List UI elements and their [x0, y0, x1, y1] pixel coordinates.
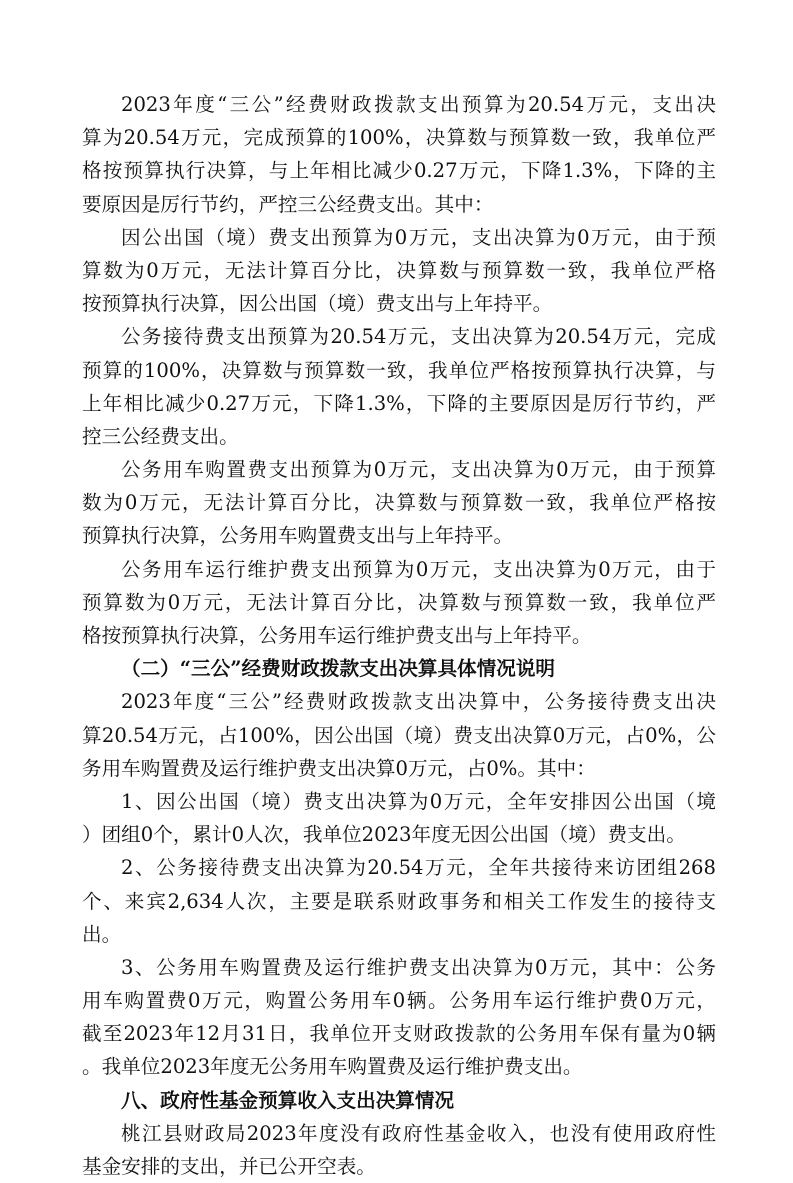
text-line: 个、来宾2,634人次，主要是联系财政事务和相关工作发生的接待支	[82, 889, 716, 913]
text-line: 2023年度“三公”经费财政拨款支出预算为20.54万元，支出决	[121, 93, 716, 116]
section-heading	[82, 1084, 716, 1117]
text-line: 公务接待费支出预算为20.54万元，支出决算为20.54万元，完成	[121, 325, 716, 349]
text-line: 截至2023年12月31日，我单位开支财政拨款的公务用车保有量为0辆	[82, 1022, 716, 1046]
text-line: 格按预算执行决算，与上年相比减少0.27万元，下降1.3%，下降的主	[82, 159, 716, 183]
paragraph	[82, 88, 716, 221]
paragraph	[82, 851, 716, 951]
text-line: 桃江县财政局2023年度没有政府性基金收入，也没有使用政府性	[121, 1121, 716, 1145]
text-line: 数为0万元，无法计算百分比，决算数与预算数一致，我单位严格按	[82, 491, 716, 515]
paragraph	[82, 785, 716, 851]
text-line: 算为20.54万元，完成预算的100%，决算数与预算数一致，我单位严	[82, 126, 716, 150]
text-line: 2023年度“三公”经费财政拨款支出决算中，公务接待费支出决	[121, 690, 716, 714]
text-line: 基金安排的支出，并已公开空表。	[82, 1155, 376, 1178]
paragraph	[82, 453, 716, 553]
paragraph	[82, 951, 716, 1084]
text-line: 上年相比减少0.27万元，下降1.3%，下降的主要原因是厉行节约，严	[82, 391, 716, 415]
text-line: 算20.54万元，占100%，因公出国（境）费支出决算0万元，占0%，公	[82, 723, 716, 747]
text-line: 按预算执行决算，因公出国（境）费支出与上年持平。	[82, 292, 553, 316]
text-line: 1、因公出国（境）费支出决算为0万元，全年安排因公出国（境	[121, 789, 716, 813]
text-line: 用车购置费0万元，购置公务用车0辆。公务用车运行维护费0万元，	[82, 989, 716, 1013]
text-line: 格按预算执行决算，公务用车运行维护费支出与上年持平。	[82, 624, 592, 647]
text-line: （二）“三公”经费财政拨款支出决算具体情况说明	[121, 657, 556, 681]
text-line: 预算数为0万元，无法计算百分比，决算数与预算数一致，我单位严	[82, 590, 716, 614]
paragraph	[82, 320, 716, 453]
text-line: 公务用车运行维护费支出预算为0万元，支出决算为0万元，由于	[121, 557, 716, 581]
text-line: 要原因是厉行节约，严控三公经费支出。其中：	[82, 192, 494, 216]
paragraph	[82, 1117, 716, 1183]
text-line: 因公出国（境）费支出预算为0万元，支出决算为0万元，由于预	[121, 225, 716, 249]
text-line: 2、公务接待费支出决算为20.54万元，全年共接待来访团组268	[121, 856, 716, 880]
document-body	[82, 88, 716, 1183]
text-line: ）团组0个，累计0人次，我单位2023年度无因公出国（境）费支出。	[82, 823, 686, 847]
text-line: 预算的100%，决算数与预算数一致，我单位严格按预算执行决算，与	[82, 358, 716, 382]
paragraph	[82, 685, 716, 785]
text-line: 出。	[82, 922, 122, 946]
text-line: 公务用车购置费支出预算为0万元，支出决算为0万元，由于预算	[121, 458, 716, 482]
text-line: 算数为0万元，无法计算百分比，决算数与预算数一致，我单位严格	[82, 258, 716, 282]
paragraph	[82, 221, 716, 321]
text-line: 预算执行决算，公务用车购置费支出与上年持平。	[82, 524, 514, 548]
text-line: 务用车购置费及运行维护费支出决算0万元，占0%。其中：	[82, 756, 596, 780]
text-line: 控三公经费支出。	[82, 424, 239, 448]
text-line: 八、政府性基金预算收入支出决算情况	[121, 1088, 455, 1112]
section-heading	[82, 652, 716, 685]
text-line: 3、公务用车购置费及运行维护费支出决算为0万元，其中：公务	[121, 955, 716, 979]
text-line: 。我单位2023年度无公务用车购置费及运行维护费支出。	[82, 1055, 583, 1079]
paragraph	[82, 553, 716, 653]
